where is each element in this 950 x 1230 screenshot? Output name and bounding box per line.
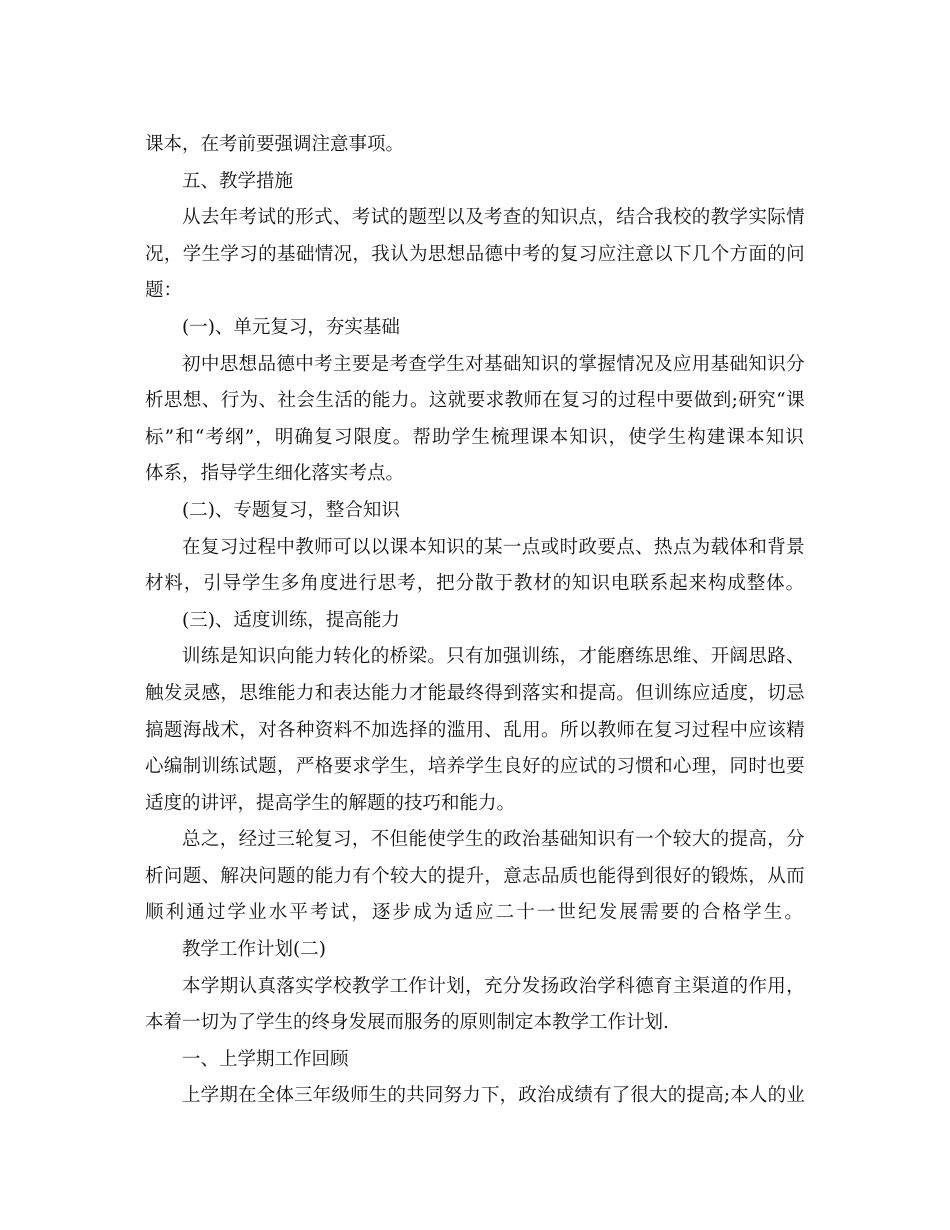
text-line: 一、上学期工作回顾 [182, 1048, 349, 1070]
body-paragraph [145, 639, 805, 822]
text-line: 析问题、解决问题的能力有个较大的提升，意志品质也能得到很好的锻炼，从而 [145, 865, 805, 887]
text-line: 材料，引导学生多角度进行思考，把分散于教材的知识电联系起来构成整体。 [145, 573, 805, 595]
body-paragraph [145, 347, 805, 493]
text-line: 在复习过程中教师可以以课本知识的某一点或时政要点、热点为载体和背景 [182, 536, 805, 558]
text-line: 况，学生学习的基础情况，我认为思想品德中考的复习应注意以下几个方面的问 [145, 243, 805, 265]
text-line: 本着一切为了学生的终身发展而服务的原则制定本教学工作计划. [145, 1012, 669, 1034]
body-paragraph [145, 530, 805, 603]
text-line: 本学期认真落实学校教学工作计划，充分发扬政治学科德育主渠道的作用， [182, 975, 805, 997]
text-line: 从去年考试的形式、考试的题型以及考查的知识点，结合我校的教学实际情 [182, 207, 805, 229]
text-line: 上学期在全体三年级师生的共同努力下，政治成绩有了很大的提高;本人的业 [182, 1085, 805, 1107]
text-line: (二)、专题复习，整合知识 [182, 499, 400, 521]
document-body [145, 127, 805, 1115]
body-paragraph [145, 1078, 805, 1115]
text-line: 适度的讲评，提高学生的解题的技巧和能力。 [145, 792, 516, 814]
section-heading [145, 310, 805, 347]
text-line: 搞题海战术，对各种资料不加选择的滥用、乱用。所以教师在复习过程中应该精 [145, 719, 805, 741]
text-line: (一)、单元复习，夯实基础 [182, 316, 400, 338]
section-heading [145, 493, 805, 530]
text-line: 析思想、行为、社会生活的能力。这就要求教师在复习的过程中要做到;研究“课 [145, 390, 805, 412]
text-line: 顺利通过学业水平考试，逐步成为适应二十一世纪发展需要的合格学生。 [145, 902, 805, 924]
body-paragraph [145, 127, 805, 164]
text-line: 五、教学措施 [182, 170, 294, 192]
section-heading [145, 932, 805, 969]
text-line: 课本，在考前要强调注意事项。 [145, 134, 405, 155]
section-heading [145, 1042, 805, 1079]
body-paragraph [145, 200, 805, 310]
text-line: 体系，指导学生细化落实考点。 [145, 463, 405, 485]
section-heading [145, 603, 805, 640]
text-line: 教学工作计划(二) [182, 939, 326, 961]
text-line: 总之，经过三轮复习，不但能使学生的政治基础知识有一个较大的提高，分 [182, 829, 805, 851]
text-line: 心编制训练试题，严格要求学生，培养学生良好的应试的习惯和心理，同时也要 [145, 756, 805, 778]
section-heading [145, 164, 805, 201]
text-line: (三)、适度训练，提高能力 [182, 609, 400, 631]
text-line: 触发灵感，思维能力和表达能力才能最终得到落实和提高。但训练应适度，切忌 [145, 682, 805, 704]
text-line: 题： [145, 280, 183, 302]
body-paragraph [145, 969, 805, 1042]
body-paragraph [145, 822, 805, 932]
text-line: 标”和“考纲”，明确复习限度。帮助学生梳理课本知识，使学生构建课本知识 [145, 426, 805, 448]
text-line: 训练是知识向能力转化的桥梁。只有加强训练，才能磨练思维、开阔思路、 [182, 646, 805, 668]
text-line: 初中思想品德中考主要是考查学生对基础知识的掌握情况及应用基础知识分 [182, 353, 805, 375]
